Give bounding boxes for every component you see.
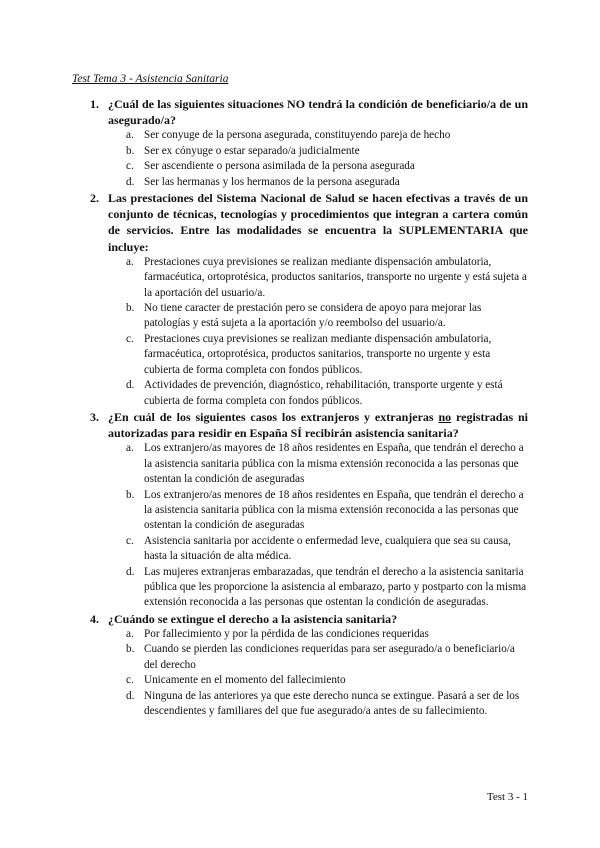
option-letter: a. xyxy=(126,129,134,142)
question-number: 3. xyxy=(90,409,99,424)
option-letter: c. xyxy=(126,674,134,687)
option-list xyxy=(108,627,528,719)
option-text: Las mujeres extranjeras embarazadas, que tendrán el derecho a la asistencia sanitaria pública que les proporcione la asistencia al embarazo, parto y postparto con la misma extensión reconocida a las personas que ostentan la condición de aseguradas. xyxy=(144,565,527,609)
option-list xyxy=(108,441,528,610)
option-letter: d. xyxy=(126,175,135,188)
question-1 xyxy=(72,96,528,190)
option-c xyxy=(108,332,528,378)
question-text: ¿Cuándo se extingue el derecho a la asistencia sanitaria? xyxy=(108,611,398,626)
option-letter: c. xyxy=(126,160,134,173)
question-text: Las prestaciones del Sistema Nacional de Salud se hacen efectivas a través de un conjunto de técnicas, tecnologías y procedimientos que integran a cartera común de servicios. Entre las modalidades se encuentra la SUPLEMENTARIA que incluye: xyxy=(108,191,528,254)
option-list xyxy=(108,128,528,190)
option-d xyxy=(108,689,528,720)
option-letter: c. xyxy=(126,534,134,547)
question-text xyxy=(108,409,528,441)
option-letter: c. xyxy=(126,332,134,345)
option-d xyxy=(108,378,528,409)
option-letter: b. xyxy=(126,643,135,656)
option-letter: b. xyxy=(126,302,135,315)
option-b xyxy=(108,301,528,332)
option-text: Asistencia sanitaria por accidente o enfermedad leve, cualquiera que sea su causa, hasta la situación de alta médica. xyxy=(144,534,511,563)
option-c xyxy=(108,534,528,565)
option-list xyxy=(108,255,528,409)
option-text: Los extranjero/as mayores de 18 años residentes en España, que tendrán el derecho a la asistencia sanitaria pública con la misma extensión reconocida a las personas que ostentan la condición de aseguradas xyxy=(144,442,524,486)
question-list xyxy=(72,96,528,719)
option-text: Ninguna de las anteriores ya que este derecho nunca se extingue. Pasará a ser de los descendientes y familiares del que fue asegurado/a antes de su fallecimiento. xyxy=(144,689,520,718)
option-c xyxy=(108,159,528,174)
option-a xyxy=(108,128,528,143)
question-number: 2. xyxy=(90,191,99,206)
option-a xyxy=(108,255,528,301)
option-letter: a. xyxy=(126,627,134,640)
option-text: Unicamente en el momento del fallecimiento xyxy=(144,674,346,687)
option-b xyxy=(108,144,528,159)
document-title: Test Tema 3 - Asistencia Sanitaria xyxy=(72,73,229,85)
option-text: Cuando se pierden las condiciones requeridas para ser asegurado/a o beneficiario/a del derecho xyxy=(144,643,515,671)
option-text: Ser ascendiente o persona asimilada de la persona asegurada xyxy=(144,160,415,173)
option-letter: a. xyxy=(126,255,134,268)
option-letter: b. xyxy=(126,488,135,501)
option-letter: d. xyxy=(126,379,135,392)
option-text: Prestaciones cuya previsiones se realizan mediante dispensación ambulatoria, farmacéutica, ortoprotésica, productos sanitarios, transporte no urgente y esta cubierta de forma completa con fondos públicos. xyxy=(144,332,492,376)
question-3 xyxy=(72,409,528,611)
option-b xyxy=(108,488,528,534)
option-text: Actividades de prevención, diagnóstico, rehabilitación, transporte urgente y está cubierta de forma completa con fondos públicos. xyxy=(144,379,503,407)
question-text-underlined: no xyxy=(438,409,452,424)
option-a xyxy=(108,441,528,487)
option-letter: b. xyxy=(126,144,135,157)
option-text: Por fallecimiento y por la pérdida de las condiciones requeridas xyxy=(144,627,429,640)
option-text: No tiene caracter de prestación pero se considera de apoyo para mejorar las patologías y está sujeta a la aportación y/o reembolso del usuario/a. xyxy=(144,302,482,330)
question-text: ¿Cuál de las siguientes situaciones NO tendrá la condición de beneficiario/a de un asegurado/a? xyxy=(108,97,528,128)
page-footer: Test 3 - 1 xyxy=(486,791,528,803)
option-letter: a. xyxy=(126,442,134,455)
option-text: Ser ex cónyuge o estar separado/a judicialmente xyxy=(144,144,360,157)
option-a xyxy=(108,627,528,642)
question-number: 1. xyxy=(90,97,99,111)
option-text: Los extranjero/as menores de 18 años residentes en España, que tendrán el derecho a la asistencia sanitaria pública con la misma extensión reconocida a las personas que ostentan la condición de aseguradas xyxy=(144,488,524,532)
option-d xyxy=(108,565,528,611)
question-number: 4. xyxy=(90,611,99,626)
option-text: Ser las hermanas y los hermanos de la persona asegurada xyxy=(144,175,400,188)
option-letter: d. xyxy=(126,565,135,578)
question-text-part: ¿En cuál de los siguientes casos los extranjeros y extranjeras xyxy=(108,409,439,424)
option-text: Prestaciones cuya previsiones se realizan mediante dispensación ambulatoria, farmacéutica, ortoprotésica, productos sanitarios, transporte no urgente y está sujeta a la aportación del usuario/a. xyxy=(144,255,527,299)
option-d xyxy=(108,175,528,190)
question-2 xyxy=(72,190,528,409)
option-c xyxy=(108,673,528,688)
option-b xyxy=(108,642,528,673)
question-4 xyxy=(72,611,528,720)
option-text: Ser conyuge de la persona asegurada, constituyendo pareja de hecho xyxy=(144,129,451,142)
option-letter: d. xyxy=(126,689,135,702)
question-text-part: registradas ni autorizadas para residir en España SÍ recibirán asistencia sanitaria? xyxy=(108,409,528,441)
